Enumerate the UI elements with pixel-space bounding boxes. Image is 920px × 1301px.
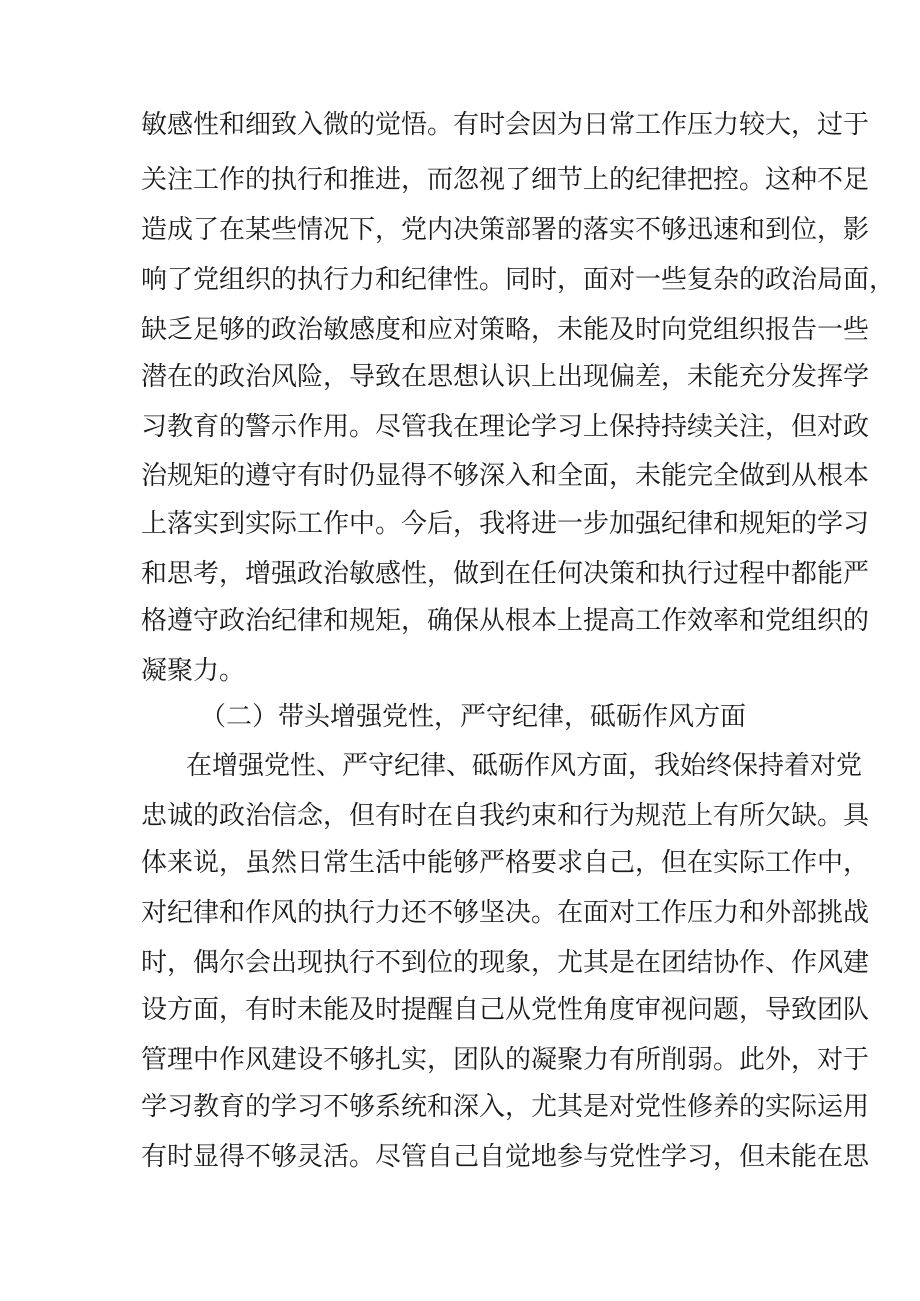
paragraph-2-line: 忠诚的政治信念，但有时在自我约束和行为规范上有所欠缺。具 (141, 801, 870, 831)
paragraph-1-line: 治规矩的遵守有时仍显得不够深入和全面，未能完全做到从根本 (141, 461, 870, 491)
paragraph-1-line: 格遵守政治纪律和规矩，确保从根本上提高工作效率和党组织的 (141, 606, 870, 636)
paragraph-2-line: 学习教育的学习不够系统和深入，尤其是对党性修养的实际运用 (141, 1092, 870, 1122)
paragraph-1-line: 潜在的政治风险，导致在思想认识上出现偏差，未能充分发挥学 (141, 362, 870, 392)
paragraph-1-line: 关注工作的执行和推进，而忽视了细节上的纪律把控。这种不足 (141, 165, 870, 195)
paragraph-2-line: 在增强党性、严守纪律、砥砺作风方面，我始终保持着对党 (186, 751, 863, 781)
paragraph-2-line: 体来说，虽然日常生活中能够严格要求自己，但在实际工作中， (141, 848, 870, 878)
paragraph-1-line: 敏感性和细致入微的觉悟。有时会因为日常工作压力较大，过于 (141, 110, 870, 140)
paragraph-1-line: 上落实到实际工作中。今后，我将进一步加强纪律和规矩的学习 (141, 509, 870, 539)
paragraph-1-line: 造成了在某些情况下，党内决策部署的落实不够迅速和到位，影 (141, 215, 870, 245)
paragraph-2-line: 对纪律和作风的执行力还不够坚决。在面对工作压力和外部挑战 (141, 898, 870, 928)
paragraph-1-line: 缺乏足够的政治敏感度和应对策略，未能及时向党组织报告一些 (141, 315, 870, 345)
paragraph-2-line: 时，偶尔会出现执行不到位的现象，尤其是在团结协作、作风建 (141, 948, 870, 978)
paragraph-1-line: 凝聚力。 (141, 656, 246, 686)
paragraph-1-line: 习教育的警示作用。尽管我在理论学习上保持持续关注，但对政 (141, 412, 870, 442)
paragraph-2-line: 管理中作风建设不够扎实，团队的凝聚力有所削弱。此外，对于 (141, 1045, 870, 1075)
paragraph-2-line: 有时显得不够灵活。尽管自己自觉地参与党性学习，但未能在思 (141, 1142, 870, 1172)
section-heading: （二）带头增强党性，严守纪律，砥砺作风方面 (200, 702, 747, 732)
paragraph-1-line: 响了党组织的执行力和纪律性。同时，面对一些复杂的政治局面， (141, 265, 896, 295)
paragraph-1-line: 和思考，增强政治敏感性，做到在任何决策和执行过程中都能严 (141, 559, 870, 589)
paragraph-2-line: 设方面，有时未能及时提醒自己从党性角度审视问题，导致团队 (141, 995, 870, 1025)
